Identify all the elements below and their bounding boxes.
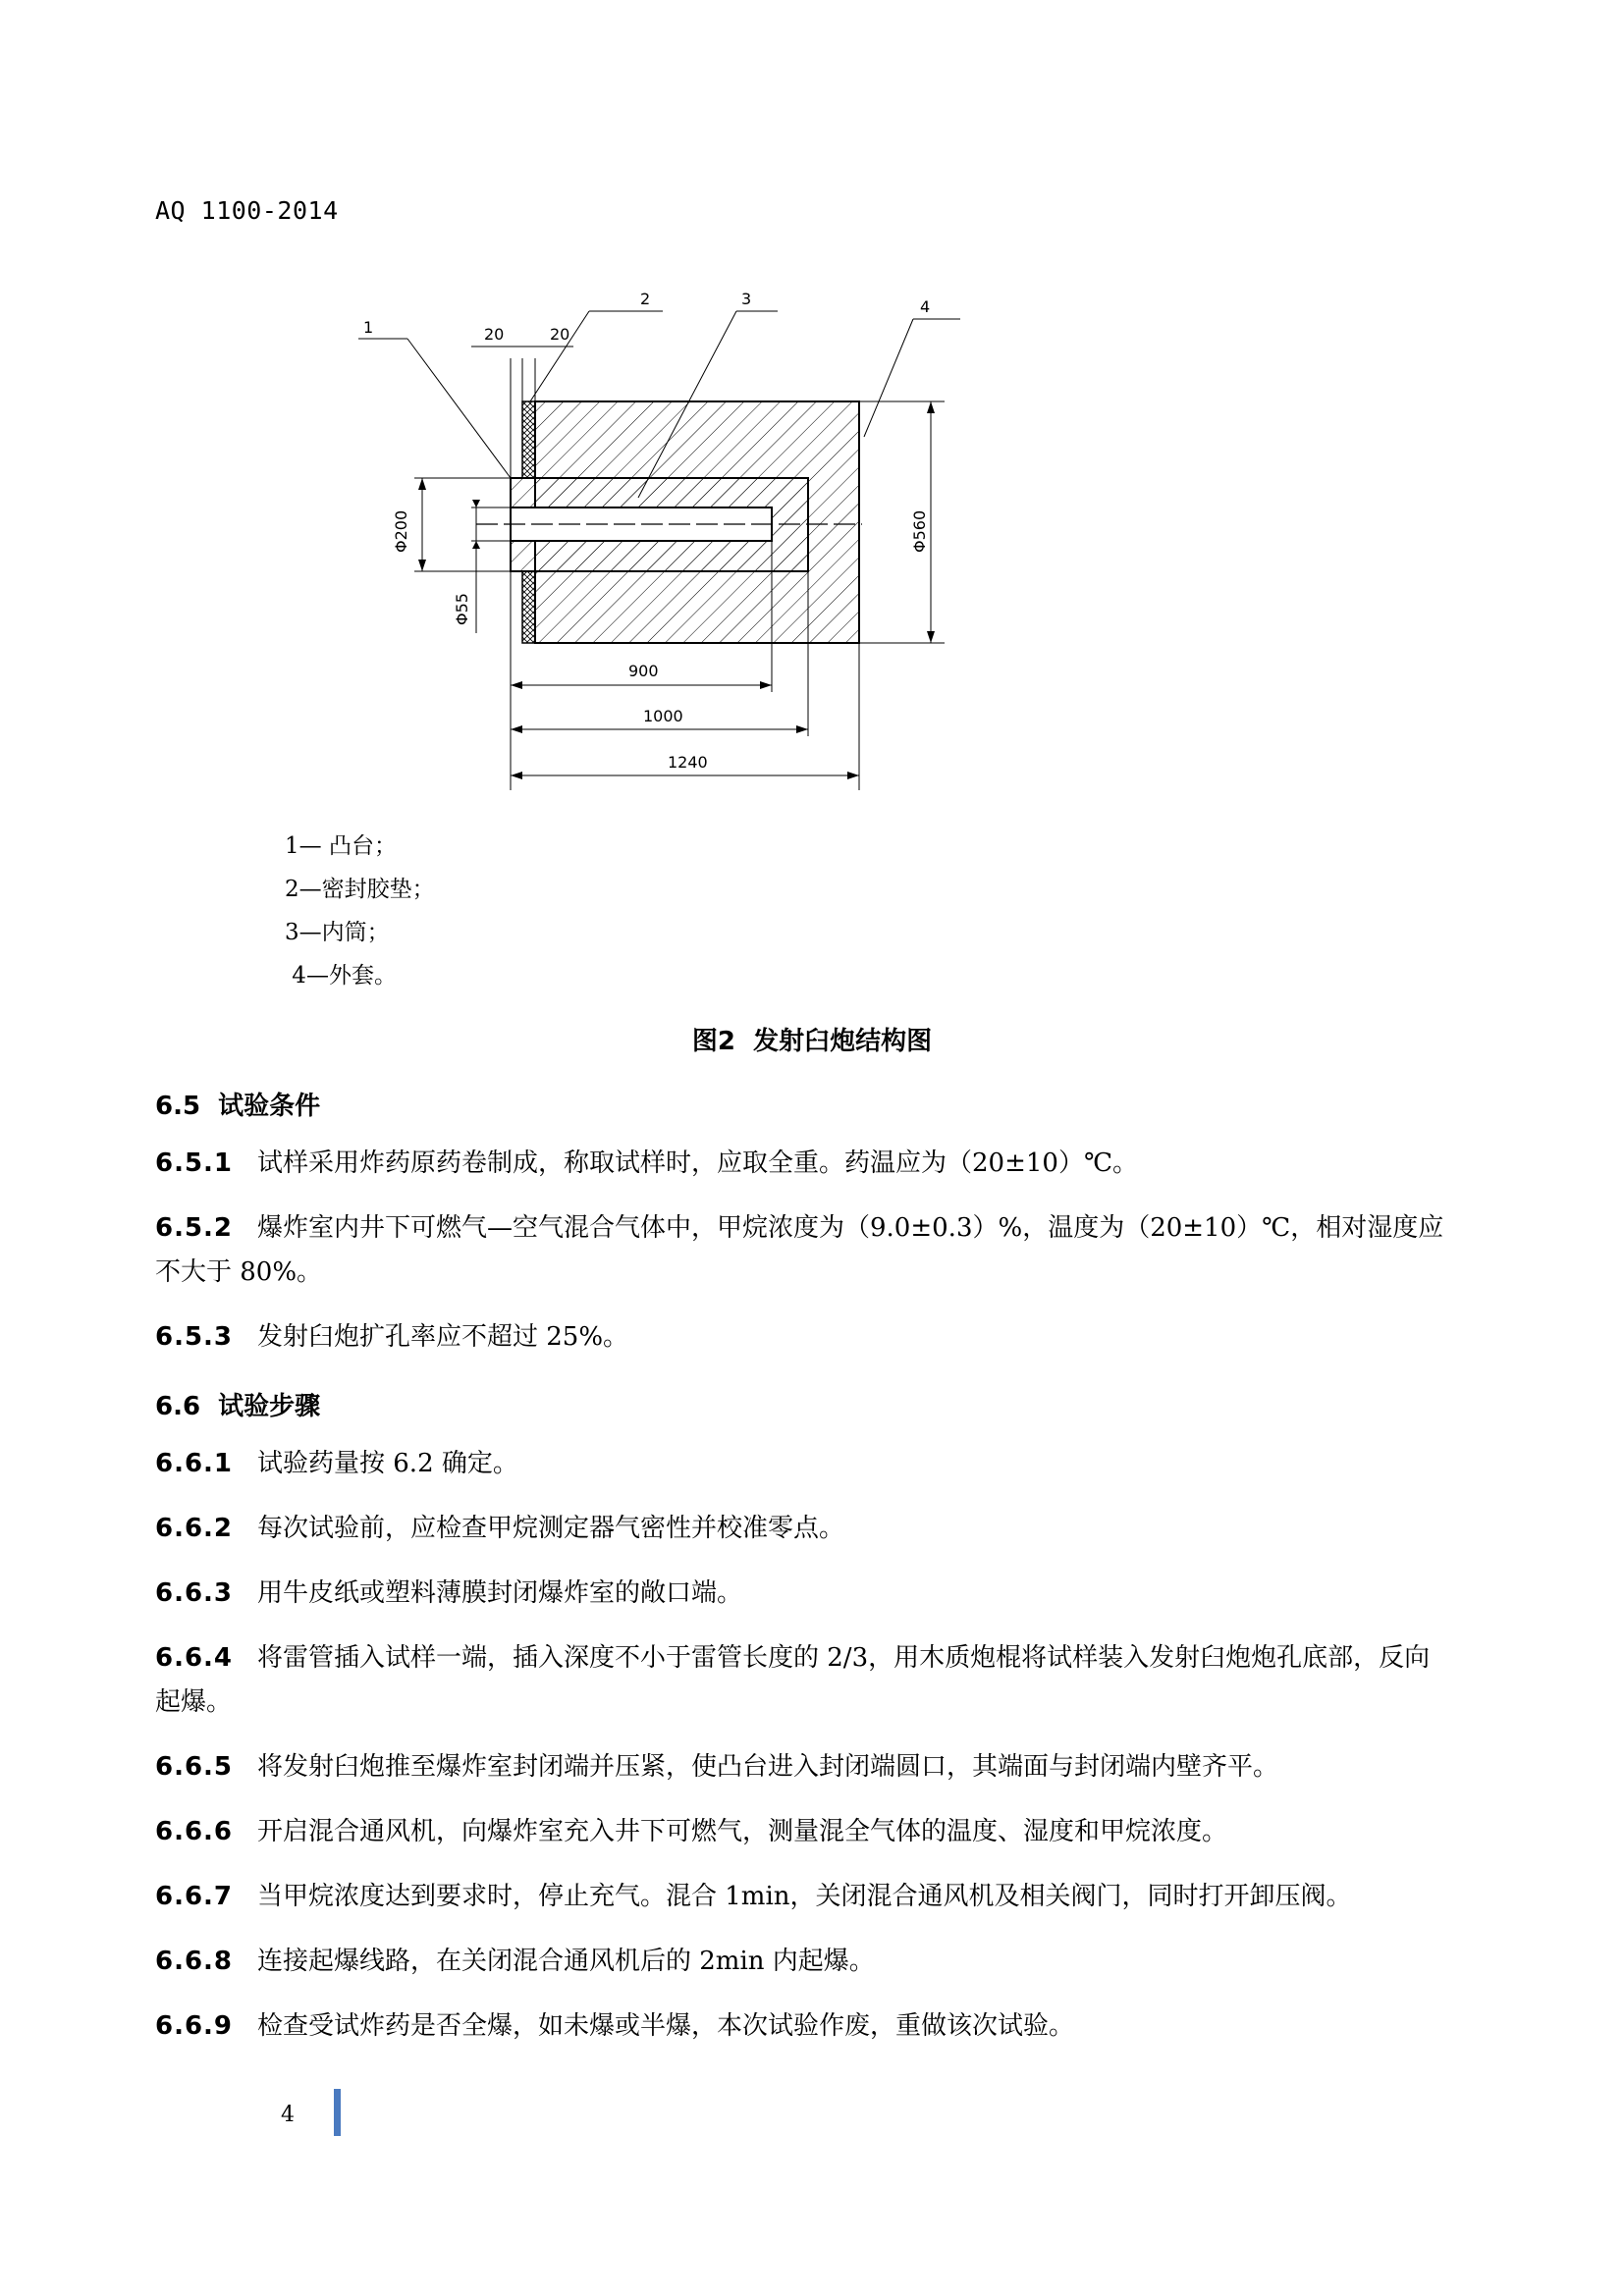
- dim-phi200: Φ200: [392, 509, 410, 553]
- section-heading-6-6: 6.6 试验步骤: [155, 1392, 321, 1421]
- clause-number: 6.6.1: [155, 1449, 234, 1478]
- clause-text: 爆炸室内井下可燃气—空气混合气体中，甲烷浓度为（9.0±0.3）%，温度为（20±10）℃，相对湿度应不大于 80%。: [155, 1213, 1444, 1287]
- legend-item-2: 2—密封胶垫；: [285, 877, 435, 902]
- callout-3: 3: [741, 290, 752, 308]
- clause-text: 发射臼炮扩孔率应不超过 25%。: [257, 1322, 629, 1352]
- legend-item-1: 1— 凸台；: [285, 833, 397, 859]
- callout-1: 1: [363, 318, 374, 337]
- clause-number: 6.6.5: [155, 1752, 234, 1782]
- clause-number: 6.6.6: [155, 1817, 234, 1846]
- clause-text: 将发射臼炮推至爆炸室封闭端并压紧，使凸台进入封闭端圆口，其端面与封闭端内壁齐平。: [257, 1752, 1279, 1782]
- clause-6-6-7: [155, 1875, 1451, 1919]
- callout-2: 2: [640, 290, 651, 308]
- legend-item-3: 3—内筒；: [285, 920, 390, 945]
- clause-number: 6.6.2: [155, 1514, 234, 1543]
- clause-6-6-5: [155, 1745, 1451, 1789]
- clause-text: 检查受试炸药是否全爆，如未爆或半爆，本次试验作废，重做该次试验。: [257, 2011, 1075, 2041]
- clause-number: 6.5.3: [155, 1322, 234, 1352]
- clause-number: 6.5.1: [155, 1148, 234, 1178]
- clause-text: 将雷管插入试样一端，插入深度不小于雷管长度的 2/3，用木质炮棍将试样装入发射臼炮炮孔底部，反向起爆。: [155, 1643, 1431, 1717]
- mortar-structure-figure: [324, 280, 1159, 800]
- dim-20-left: 20: [484, 325, 505, 344]
- clause-6-6-3: [155, 1572, 1451, 1616]
- clause-number: 6.6.7: [155, 1882, 234, 1911]
- dim-phi55: Φ55: [453, 593, 471, 625]
- dim-phi560: Φ560: [910, 509, 929, 553]
- clause-text: 每次试验前，应检查甲烷测定器气密性并校准零点。: [257, 1514, 845, 1543]
- clause-6-5-1: [155, 1142, 1451, 1186]
- clause-6-5-2: [155, 1206, 1451, 1295]
- clause-6-6-8: [155, 1940, 1451, 1984]
- clause-text: 开启混合通风机，向爆炸室充入井下可燃气，测量混全气体的温度、湿度和甲烷浓度。: [257, 1817, 1228, 1846]
- clause-6-6-4: [155, 1636, 1451, 1725]
- figure-caption: 图2 发射臼炮结构图: [691, 1027, 933, 1056]
- dim-1240: 1240: [668, 753, 708, 772]
- clause-6-6-1: [155, 1442, 1451, 1486]
- section-heading-6-5: 6.5 试验条件: [155, 1092, 321, 1121]
- mortar-diagram: [324, 280, 1159, 800]
- seal-gasket: [522, 401, 535, 478]
- clause-number: 6.6.4: [155, 1643, 234, 1673]
- callout-4: 4: [920, 297, 931, 316]
- dim-20-right: 20: [550, 325, 570, 344]
- seal-gasket-lower: [522, 571, 535, 643]
- clause-6-5-3: [155, 1315, 1451, 1360]
- clause-6-6-6: [155, 1810, 1451, 1854]
- page-number: 4: [281, 2103, 295, 2127]
- legend-item-4: 4—外套。: [285, 963, 397, 988]
- clause-6-6-9: [155, 2004, 1451, 2049]
- clause-number: 6.6.8: [155, 1947, 234, 1976]
- clause-text: 试验药量按 6.2 确定。: [257, 1449, 518, 1478]
- clause-text: 当甲烷浓度达到要求时，停止充气。混合 1min，关闭混合通风机及相关阀门，同时打开卸压阀。: [257, 1882, 1352, 1911]
- clause-text: 连接起爆线路，在关闭混合通风机后的 2min 内起爆。: [257, 1947, 875, 1976]
- clause-text: 用牛皮纸或塑料薄膜封闭爆炸室的敞口端。: [257, 1578, 743, 1608]
- page-marker-bar: [334, 2089, 341, 2136]
- clause-number: 6.5.2: [155, 1213, 234, 1243]
- document-id: AQ 1100-2014: [155, 196, 339, 225]
- dim-1000: 1000: [643, 707, 683, 725]
- clause-6-6-2: [155, 1507, 1451, 1551]
- clause-text: 试样采用炸药原药卷制成，称取试样时，应取全重。药温应为（20±10）℃。: [257, 1148, 1139, 1178]
- dim-900: 900: [628, 662, 659, 680]
- clause-number: 6.6.3: [155, 1578, 234, 1608]
- clause-number: 6.6.9: [155, 2011, 234, 2041]
